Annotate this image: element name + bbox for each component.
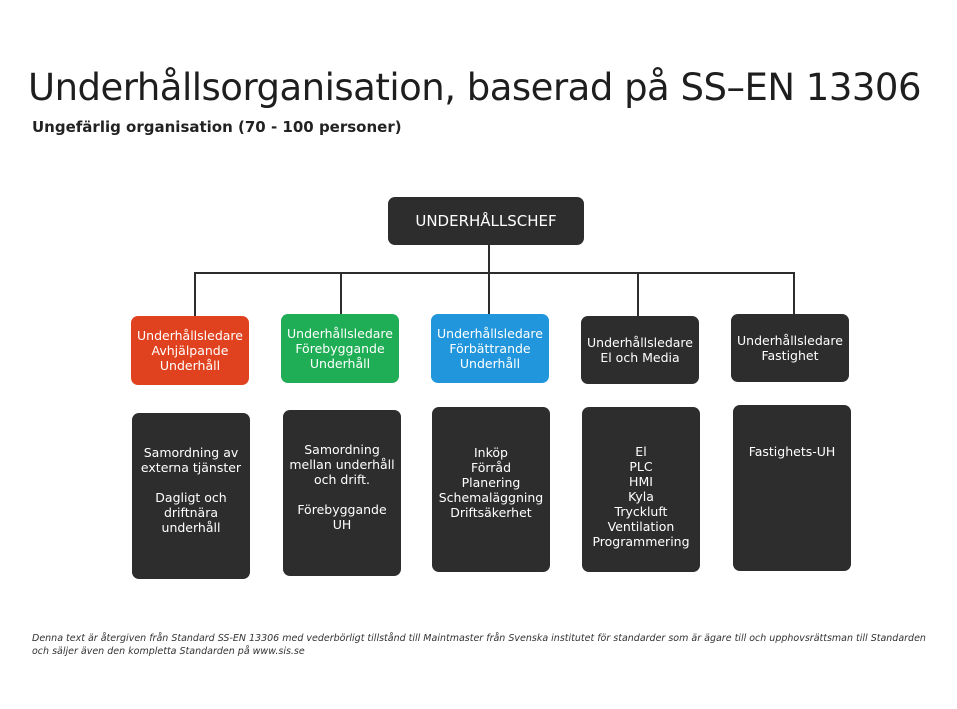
leader-label: Underhållsledare El och Media <box>587 335 693 365</box>
copyright-footnote: Denna text är återgiven från Standard SS-EN 13306 med vederbörligt tillstånd till Maintmaster från Svenska institutet för standarder som är ägare till och upphovsrättsman till Standarden och säljer även den kompletta Standarden på www.sis.se <box>32 633 926 657</box>
task-box-fastighet <box>733 405 851 571</box>
leader-node-forebyggande <box>281 314 399 383</box>
root-node-label: UNDERHÅLLSCHEF <box>415 211 557 230</box>
connector-1 <box>194 272 196 317</box>
task-box-el-och-media <box>582 407 700 572</box>
task-box-avhjalpande <box>132 413 250 579</box>
page-title: Underhållsorganisation, baserad på SS–EN 13306 <box>28 66 921 109</box>
task-list: Samordning mellan underhåll och drift. Förebyggande UH <box>289 442 395 532</box>
task-list: Inköp Förråd Planering Schemaläggning Driftsäkerhet <box>438 445 544 520</box>
task-list: El PLC HMI Kyla Tryckluft Ventilation Programmering <box>592 444 690 549</box>
leader-node-el-och-media <box>581 316 699 384</box>
task-box-forebyggande <box>283 410 401 576</box>
connector-4 <box>637 272 639 317</box>
task-box-forbattrande <box>432 407 550 572</box>
connector-horizontal <box>194 272 795 274</box>
leader-node-avhjalpande <box>131 316 249 385</box>
connector-2 <box>340 272 342 315</box>
connector-3 <box>488 272 490 315</box>
connector-5 <box>793 272 795 315</box>
root-node-underhallschef <box>388 197 584 245</box>
leader-label: Underhållsledare Förbättrande Underhåll <box>437 326 543 371</box>
leader-node-fastighet <box>731 314 849 382</box>
leader-label: Underhållsledare Avhjälpande Underhåll <box>137 328 243 373</box>
connector-root-down <box>488 245 490 274</box>
task-list: Fastighets-UH <box>748 444 836 459</box>
leader-label: Underhållsledare Förebyggande Underhåll <box>287 326 393 371</box>
page-subtitle: Ungefärlig organisation (70 - 100 personer) <box>32 118 402 136</box>
leader-label: Underhållsledare Fastighet <box>737 333 843 363</box>
task-list: Samordning av externa tjänster Dagligt och driftnära underhåll <box>140 445 242 535</box>
leader-node-forbattrande <box>431 314 549 383</box>
